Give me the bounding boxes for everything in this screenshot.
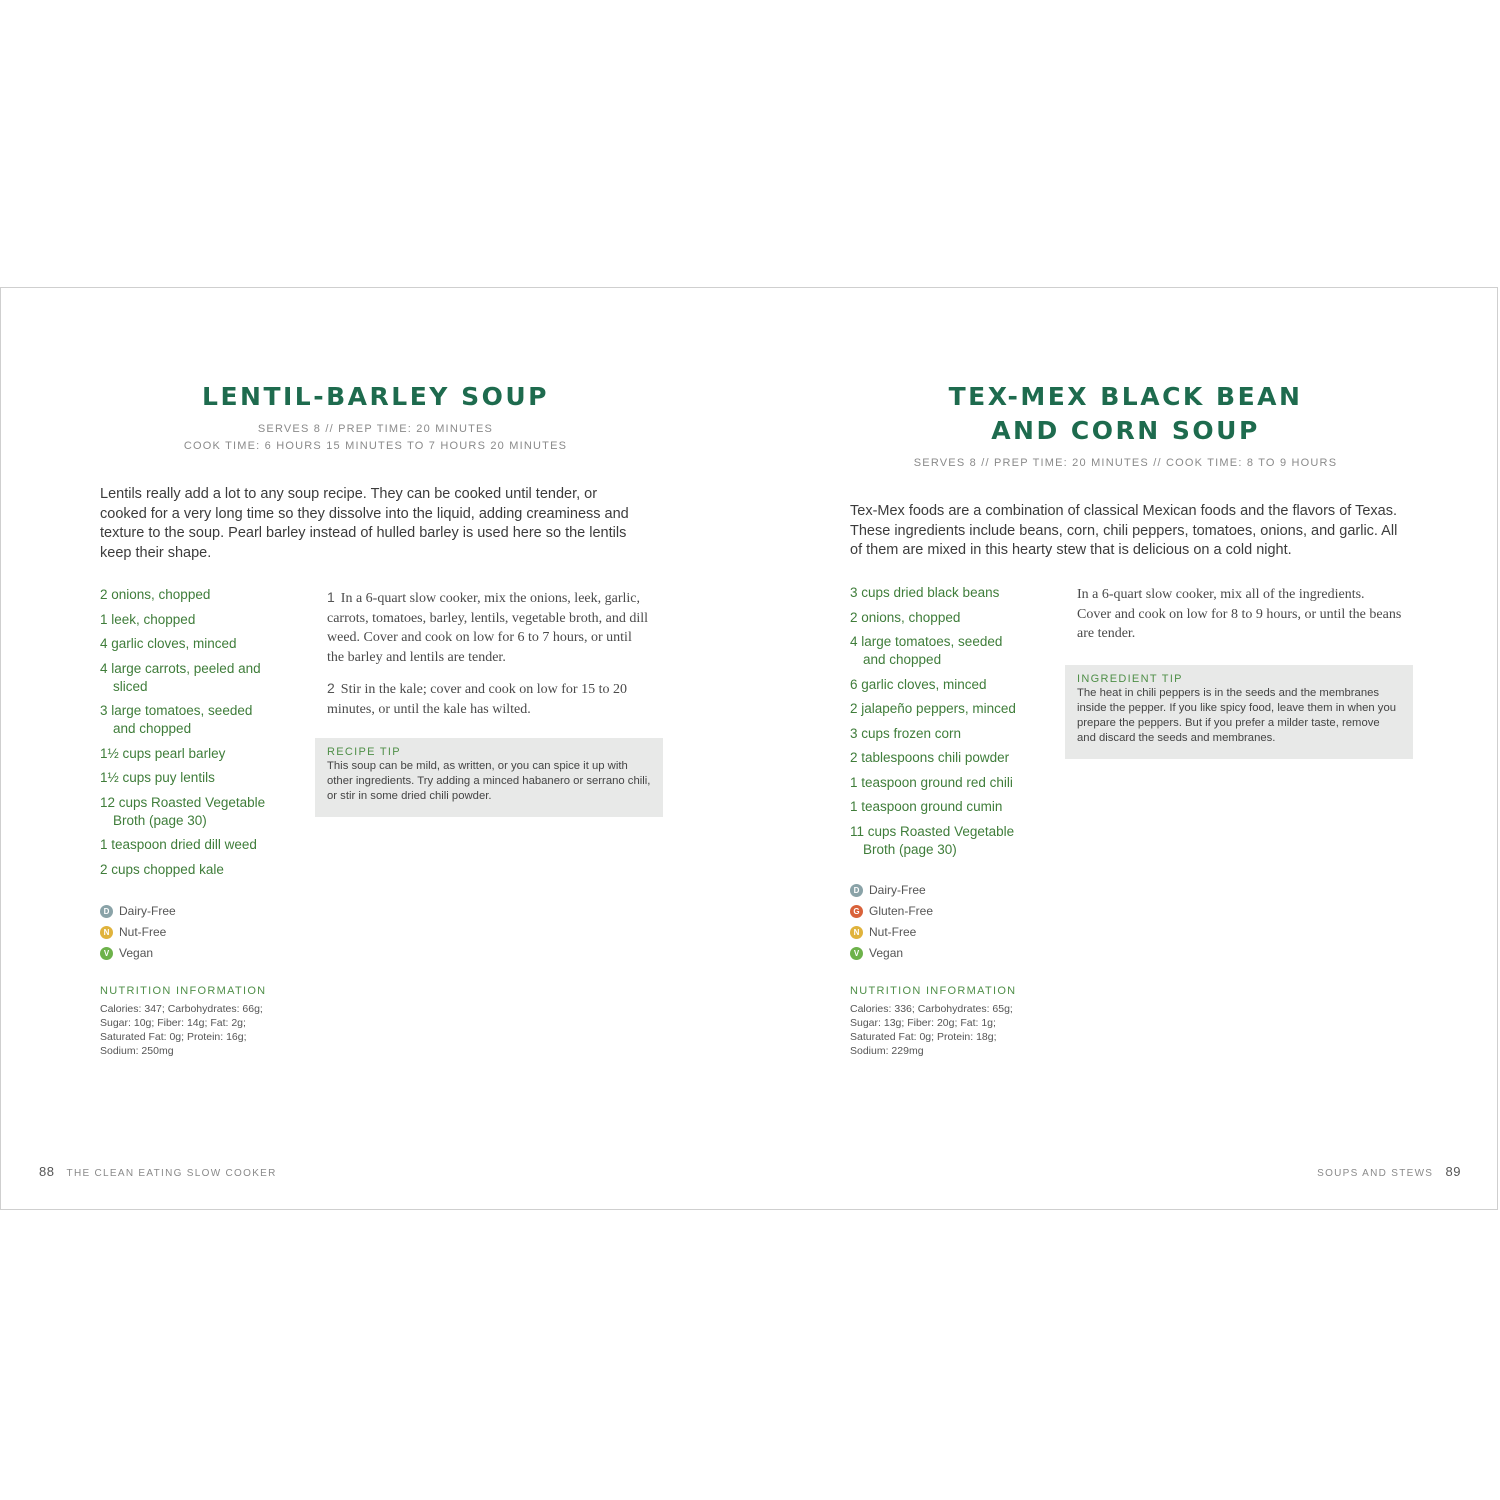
vegan-icon: V	[100, 947, 113, 960]
recipe-intro: Tex-Mex foods are a combination of classical Mexican foods and the flavors of Texas. These ingredients include beans, corn, chili peppers, tomatoes, onions, and garlic. All of them are mixed in this hearty stew that is delicious on a cold night.	[850, 503, 1398, 558]
step-number: 2	[327, 680, 335, 696]
diet-label	[100, 901, 176, 922]
recipe-meta-serves-prep: SERVES 8 // PREP TIME: 20 MINUTES	[257, 423, 494, 435]
nutrition-text: Calories: 336; Carbohydrates: 65g; Sugar: 13g; Fiber: 20g; Fat: 1g; Saturated Fat: 0g; Protein: 18g; Sodium: 229mg	[850, 1003, 1013, 1057]
diet-label-text: Gluten-Free	[869, 904, 934, 918]
diet-label	[100, 922, 176, 943]
direction-step	[327, 679, 652, 719]
vegan-icon: V	[850, 947, 863, 960]
diet-label-text: Vegan	[869, 946, 904, 960]
tip-label: RECIPE TIP	[327, 746, 401, 758]
diet-labels	[100, 901, 176, 964]
ingredient-item: 2 jalapeño peppers, minced	[850, 701, 1016, 716]
recipe-title-line: TEX-MEX BLACK BEAN	[948, 382, 1303, 411]
running-head: SOUPS AND STEWS	[1317, 1168, 1434, 1179]
diet-label-text: Dairy-Free	[869, 883, 926, 897]
diet-label	[850, 922, 933, 943]
ingredient-item: 1 teaspoon ground red chili	[850, 774, 1013, 790]
directions: In a 6-quart slow cooker, mix all of the ingredients. Cover and cook on low for 8 to 9 hours, or until the beans are tender.	[1077, 587, 1402, 641]
diet-label-text: Nut-Free	[869, 925, 917, 939]
left-page	[1, 288, 750, 1209]
ingredient-item: 3 large tomatoes, seeded and chopped	[100, 703, 253, 736]
ingredient-item: 2 onions, chopped	[100, 587, 211, 602]
directions	[327, 588, 652, 731]
nut-free-icon: N	[850, 926, 863, 939]
ingredient-item: 2 cups chopped kale	[100, 861, 224, 877]
ingredient-item: 2 tablespoons chili powder	[850, 750, 1010, 765]
ingredient-item: 6 garlic cloves, minced	[850, 676, 987, 692]
recipe-tip-box	[315, 738, 663, 817]
diet-label-text: Nut-Free	[119, 925, 167, 939]
recipe-meta: SERVES 8 // PREP TIME: 20 MINUTES // COOK TIME: 8 TO 9 HOURS	[913, 457, 1338, 469]
tip-text: The heat in chili peppers is in the seeds and the membranes inside the pepper. If you like spicy food, leave them in when you prepare the peppers. But if you prefer a milder taste, remove and discard the seeds and membranes.	[1077, 687, 1397, 744]
page-number: 89	[1445, 1164, 1461, 1179]
recipe-intro: Lentils really add a lot to any soup recipe. They can be cooked until tender, or cooked for a very long time so they dissolve into the liquid, adding creaminess and texture to the soup. Pearl barley instead of hulled barley is used here so the lentils keep their shape.	[100, 486, 629, 561]
diet-label	[850, 943, 933, 964]
ingredient-item: 3 cups dried black beans	[850, 585, 1000, 600]
ingredient-item: 1½ cups puy lentils	[100, 770, 215, 785]
diet-label	[100, 943, 176, 964]
ingredient-item: 1 leek, chopped	[100, 611, 196, 627]
recipe-title	[750, 380, 1500, 448]
right-page	[750, 288, 1499, 1209]
direction-step	[327, 588, 652, 667]
ingredient-item: 4 garlic cloves, minced	[100, 636, 237, 651]
tip-label: INGREDIENT TIP	[1077, 673, 1183, 685]
diet-label-text: Vegan	[119, 946, 154, 960]
ingredient-item: 1½ cups pearl barley	[100, 745, 226, 761]
dairy-free-icon: D	[850, 884, 863, 897]
nut-free-icon: N	[100, 926, 113, 939]
diet-label-text: Dairy-Free	[119, 904, 176, 918]
recipe-title-line: AND CORN SOUP	[991, 416, 1260, 445]
left-folio	[39, 1164, 277, 1179]
dairy-free-icon: D	[100, 905, 113, 918]
right-folio	[1317, 1164, 1461, 1179]
ingredient-item: 1 teaspoon ground cumin	[850, 799, 1003, 814]
book-spread	[0, 287, 1498, 1210]
ingredient-item: 4 large carrots, peeled and sliced	[100, 660, 261, 694]
tip-text: This soup can be mild, as written, or you can spice it up with other ingredients. Try adding a minced habanero or serrano chili, or stir in some dried chili powder.	[327, 760, 651, 802]
ingredient-item: 12 cups Roasted Vegetable Broth (page 30)	[100, 794, 266, 828]
ingredient-item: 11 cups Roasted Vegetable Broth (page 30)	[850, 823, 1015, 857]
step-text: In a 6-quart slow cooker, mix the onions, leek, garlic, carrots, tomatoes, barley, lentils, vegetable broth, and dill weed. Cover and cook on low for 6 to 7 hours, or until the barley and lentils are tender.	[327, 591, 648, 665]
step-number: 1	[327, 589, 335, 605]
recipe-meta-cook-time: COOK TIME: 6 HOURS 15 MINUTES TO 7 HOURS 20 MINUTES	[183, 440, 568, 452]
nutrition-heading: NUTRITION INFORMATION	[100, 985, 267, 997]
diet-label	[850, 901, 933, 922]
page-number: 88	[39, 1164, 55, 1179]
ingredient-item: 1 teaspoon dried dill weed	[100, 837, 257, 852]
recipe-title: LENTIL-BARLEY SOUP	[202, 382, 549, 411]
step-text: Stir in the kale; cover and cook on low for 15 to 20 minutes, or until the kale has wilted.	[327, 682, 627, 717]
diet-labels	[850, 880, 933, 964]
ingredient-item: 3 cups frozen corn	[850, 725, 962, 741]
diet-label	[850, 880, 933, 901]
running-head: THE CLEAN EATING SLOW COOKER	[66, 1168, 277, 1179]
ingredient-item: 2 onions, chopped	[850, 609, 961, 625]
ingredient-tip-box	[1065, 665, 1413, 759]
gluten-free-icon: G	[850, 905, 863, 918]
ingredient-list	[850, 584, 1040, 865]
nutrition-text: Calories: 347; Carbohydrates: 66g; Sugar: 10g; Fiber: 14g; Fat: 2g; Saturated Fat: 0g; Protein: 16g; Sodium: 250mg	[100, 1003, 263, 1057]
nutrition-heading: NUTRITION INFORMATION	[850, 985, 1017, 997]
ingredient-item: 4 large tomatoes, seeded and chopped	[850, 634, 1003, 667]
ingredient-list	[100, 586, 290, 885]
